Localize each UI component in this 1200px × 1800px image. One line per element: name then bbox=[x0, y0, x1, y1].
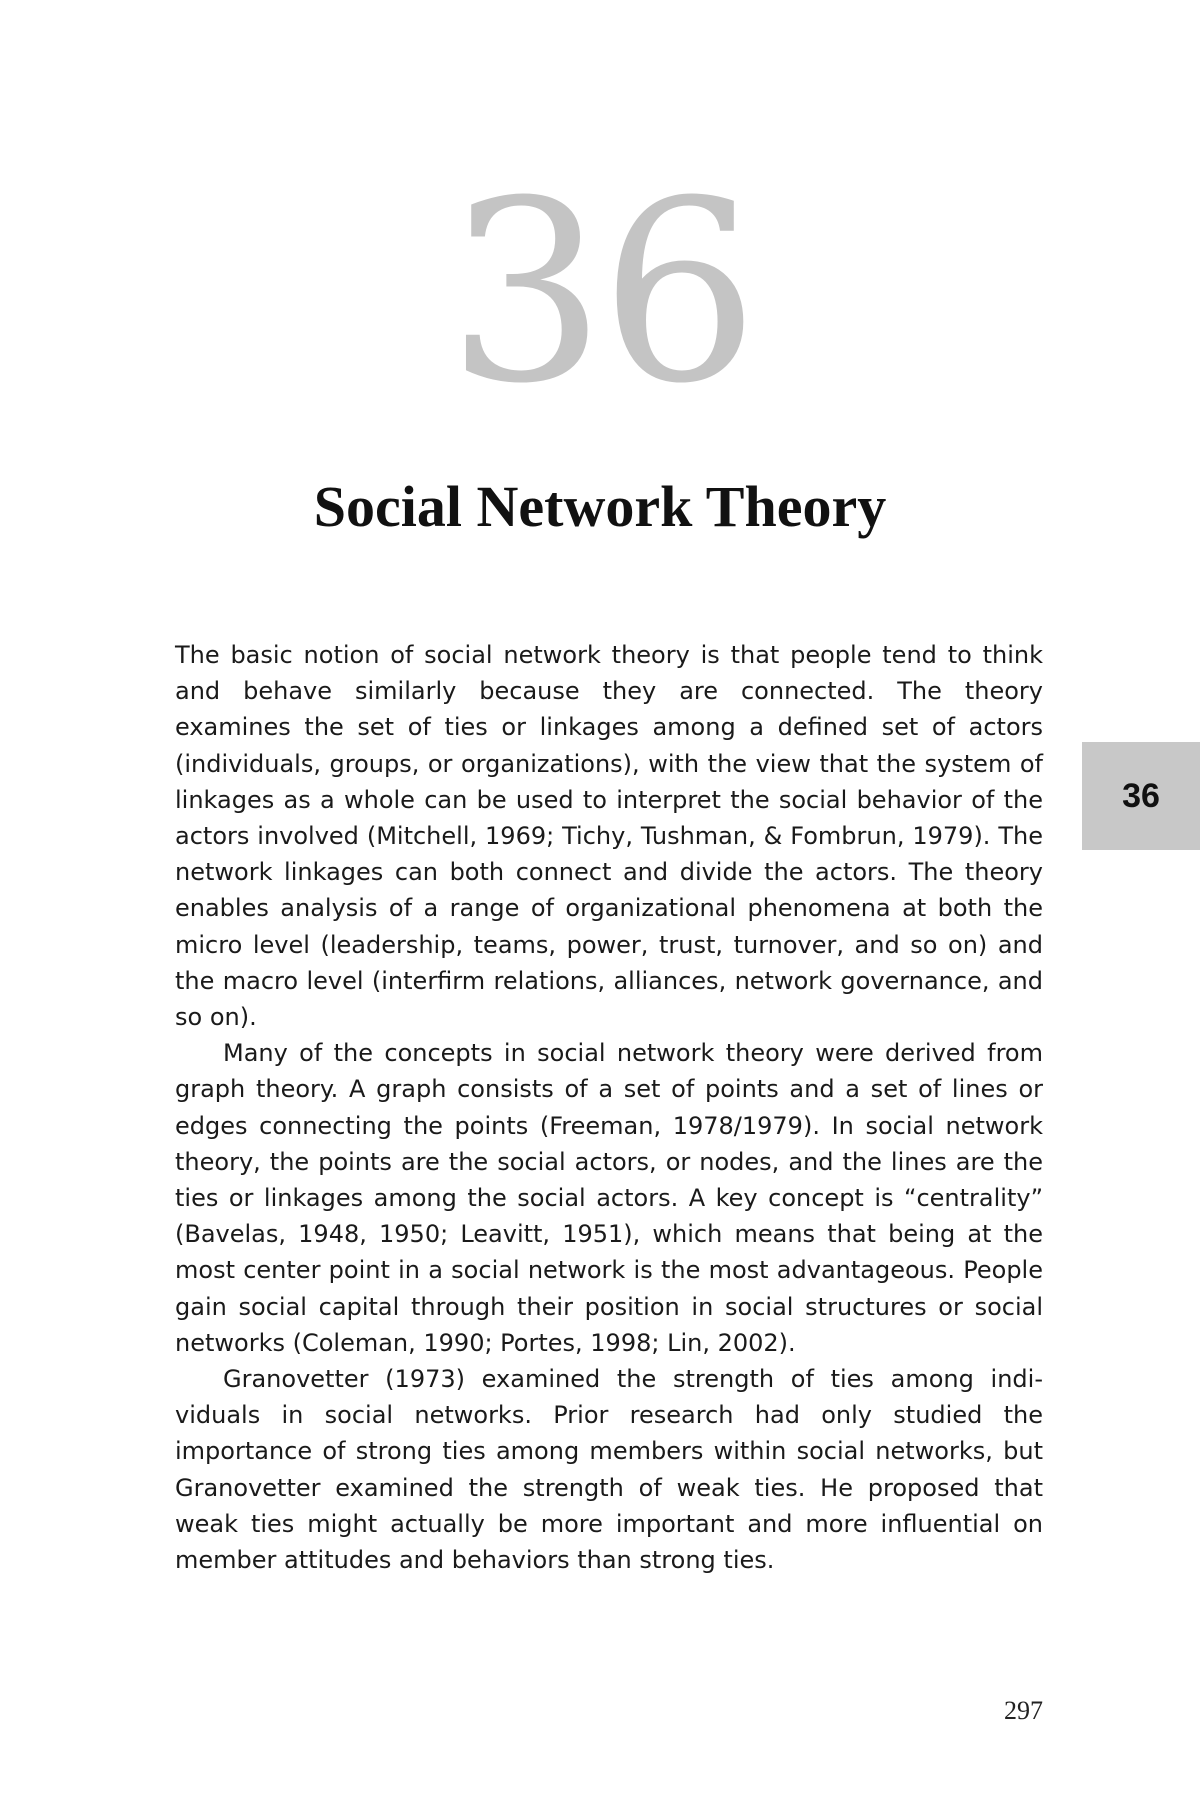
chapter-number: 36 bbox=[446, 147, 754, 438]
chapter-thumb-tab bbox=[1082, 742, 1200, 850]
chapter-body bbox=[175, 637, 1043, 1578]
paragraph: Many of the concepts in social network theory were derived from graph theory. A graph consists of a set of points and a set of lines or edges connecting the points (Freeman, 1978/1979). In social network theory, the points are the social actors, or nodes, and the lines are the ties or linkages among the social actors. A key concept is “centrality” (Bavelas, 1948, 1950; Leavitt, 1951), which means that being at the most center point in a social network is the most advantageous. People gain social capital through their position in social structures or social networks (Coleman, 1990; Portes, 1998; Lin, 2002). bbox=[175, 1039, 1043, 1357]
page-number: 297 bbox=[1004, 1696, 1043, 1725]
chapter-title: Social Network Theory bbox=[313, 474, 887, 539]
paragraph: Granovetter (1973) examined the strength of ties among individuals in social networks. Prior research had only studied the importance of strong ties among members within social networks, but Granovetter examined the strength of weak ties. He proposed that weak ties might actually be more important and more influential on member attitudes and behaviors than strong ties. bbox=[175, 1365, 1043, 1575]
paragraph: The basic notion of social network theory is that people tend to think and behave similarly because they are connected. The theory examines the set of ties or linkages among a defined set of actors (individuals, groups, or organizations), with the view that the system of linkages as a whole can be used to interpret the social behavior of the actors involved (Mitchell, 1969; Tichy, Tushman, & Fombrun, 1979). The network linkages can both connect and divide the actors. The theory enables analysis of a range of organizational phenomena at both the micro level (leadership, teams, power, trust, turnover, and so on) and the macro level (interfirm relations, alliances, network governance, and so on). bbox=[175, 641, 1043, 1032]
chapter-tab-label: 36 bbox=[1122, 776, 1160, 815]
